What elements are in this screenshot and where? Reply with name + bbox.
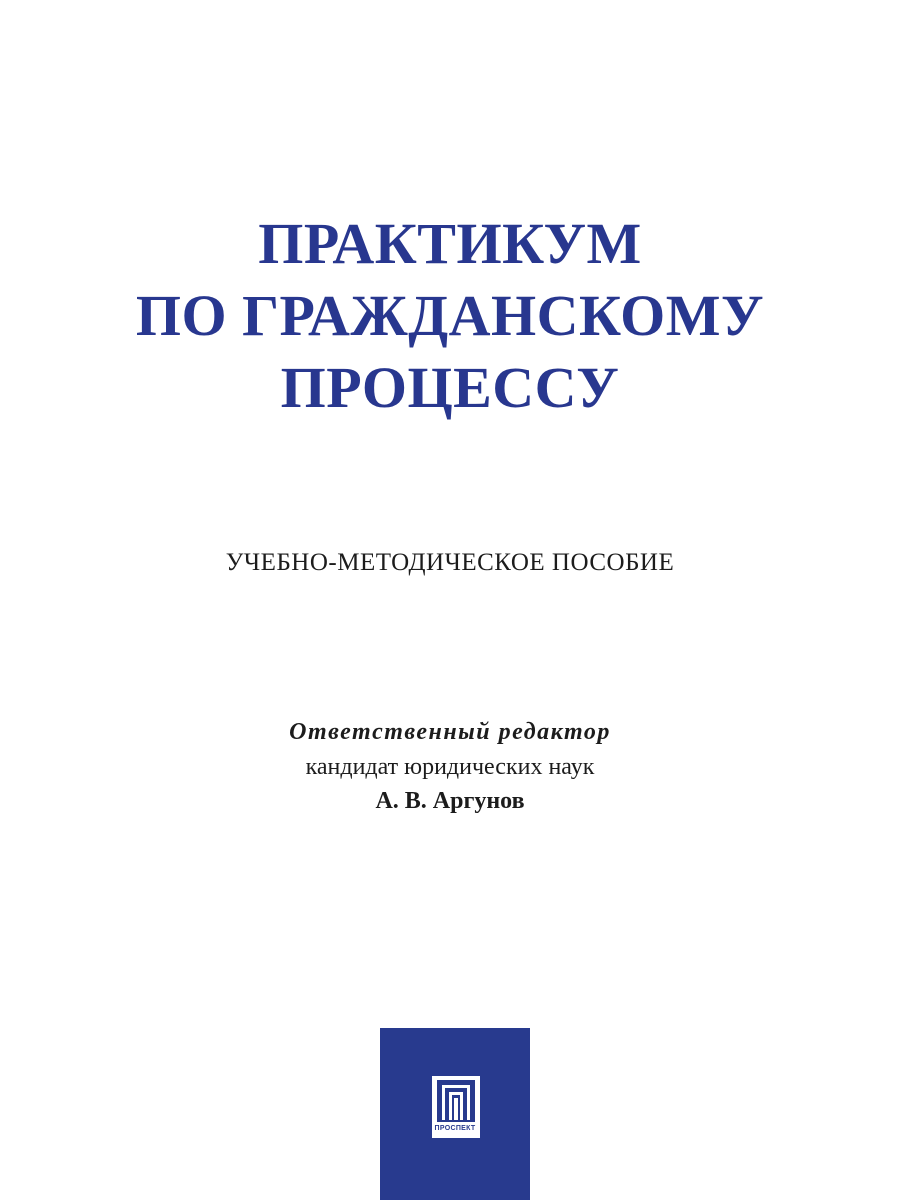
publisher-logo-text: ПРОСПЕКТ bbox=[434, 1125, 476, 1132]
editor-role: Ответственный редактор bbox=[289, 719, 611, 745]
editor-degree: кандидат юридических наук bbox=[305, 754, 595, 780]
book-title bbox=[0, 208, 900, 424]
editor-name: А. В. Аргунов bbox=[375, 788, 525, 814]
title-line-2: ПО ГРАЖДАНСКОМУ bbox=[135, 283, 765, 348]
editor-info bbox=[0, 714, 900, 818]
book-subtitle: УЧЕБНО-МЕТОДИЧЕСКОЕ ПОСОБИЕ bbox=[225, 549, 675, 576]
title-line-3: ПРОЦЕССУ bbox=[280, 355, 620, 420]
title-line-1: ПРАКТИКУМ bbox=[258, 211, 642, 276]
